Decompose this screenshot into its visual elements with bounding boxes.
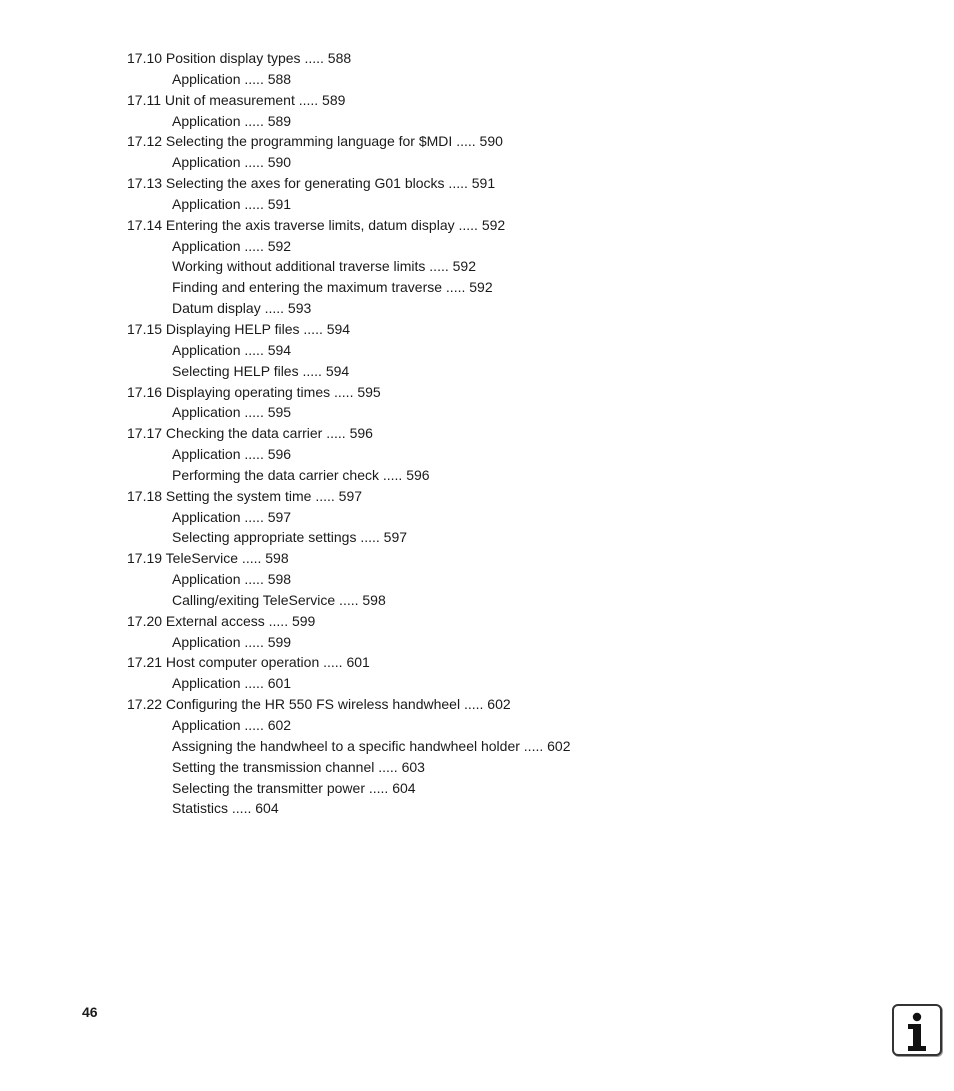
toc-subsection-entry: Working without additional traverse limits ..... 592 (172, 258, 476, 275)
toc-subsection-entry: Setting the transmission channel ..... 603 (172, 758, 425, 775)
toc-subsection-entry: Application ..... 589 (172, 112, 292, 129)
toc-subsection-entry: Application ..... 596 (172, 446, 292, 463)
toc-subsection-entry: Selecting the transmitter power ..... 604 (172, 779, 416, 796)
toc-subsection-entry: Application ..... 598 (172, 571, 292, 588)
toc-subsection-entry: Application ..... 602 (172, 717, 292, 733)
table-of-contents (127, 48, 827, 819)
toc-section-entry: 17.11 Unit of measurement ..... 589 (127, 91, 346, 108)
toc-subsection-entry: Application ..... 592 (172, 237, 292, 254)
toc-section-entry: 17.10 Position display types ..... 588 (127, 50, 352, 66)
toc-subsection-entry: Application ..... 595 (172, 404, 292, 421)
toc-subsection-entry: Selecting appropriate settings ..... 597 (172, 529, 408, 546)
toc-section-entry: 17.22 Configuring the HR 550 FS wireless handwheel ..... 602 (127, 696, 511, 713)
toc-subsection-entry: Selecting HELP files ..... 594 (172, 362, 350, 379)
page-number: 46 (82, 1004, 98, 1020)
toc-section-entry: 17.13 Selecting the axes for generating G01 blocks ..... 591 (127, 175, 496, 192)
toc-section-entry: 17.21 Host computer operation ..... 601 (127, 654, 370, 671)
toc-section-entry: 17.19 TeleService ..... 598 (127, 550, 289, 567)
toc-subsection-entry: Application ..... 591 (172, 195, 292, 212)
toc-subsection-entry: Application ..... 594 (172, 341, 292, 358)
toc-subsection-entry: Performing the data carrier check ..... 596 (172, 466, 430, 483)
toc-subsection-entry: Assigning the handwheel to a specific handwheel holder ..... 602 (172, 737, 571, 754)
toc-section-entry: 17.18 Setting the system time ..... 597 (127, 487, 363, 504)
toc-section-entry: 17.12 Selecting the programming language for $MDI ..... 590 (127, 133, 503, 150)
toc-subsection-entry: Application ..... 601 (172, 675, 292, 692)
toc-subsection-entry: Calling/exiting TeleService ..... 598 (172, 591, 386, 608)
toc-subsection-entry: Datum display ..... 593 (172, 300, 312, 317)
toc-subsection-entry: Application ..... 588 (172, 70, 292, 87)
toc-subsection-entry: Application ..... 597 (172, 508, 292, 525)
toc-section-entry: 17.17 Checking the data carrier ..... 596 (127, 425, 373, 442)
toc-section-entry: 17.15 Displaying HELP files ..... 594 (127, 320, 351, 337)
toc-subsection-entry: Statistics ..... 604 (172, 800, 279, 817)
toc-subsection-entry: Finding and entering the maximum traverse ..... 592 (172, 279, 493, 296)
info-icon (892, 1004, 942, 1056)
toc-section-entry: 17.20 External access ..... 599 (127, 612, 316, 629)
toc-section-entry: 17.14 Entering the axis traverse limits, datum display ..... 592 (127, 216, 506, 233)
toc-subsection-entry: Application ..... 599 (172, 633, 292, 650)
toc-subsection-entry: Application ..... 590 (172, 154, 292, 171)
toc-section-entry: 17.16 Displaying operating times ..... 595 (127, 383, 381, 400)
